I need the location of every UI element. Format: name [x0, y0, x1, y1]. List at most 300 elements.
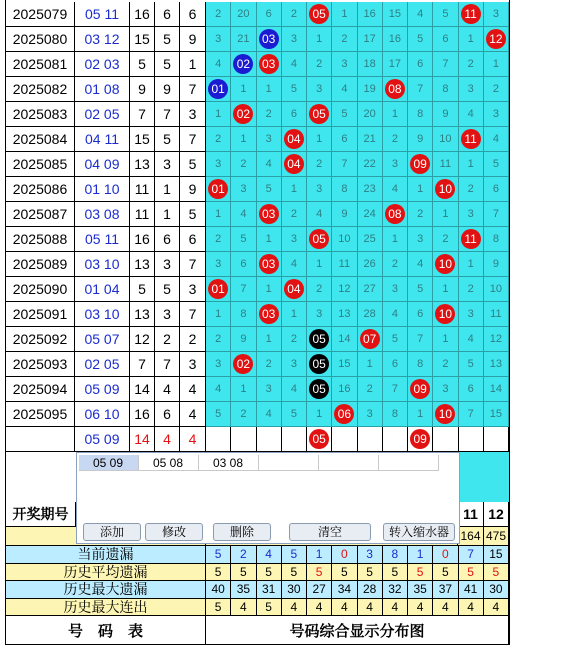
distribution-cell: 3: [206, 152, 231, 177]
sum-cell: 9: [130, 77, 155, 102]
period-cell: 2025082: [6, 77, 75, 102]
drawn-number-ball: 05: [309, 104, 329, 124]
distribution-cell: 3: [231, 177, 256, 202]
draw-numbers-cell: 01 04: [75, 277, 130, 302]
period-cell: 2025083: [6, 102, 75, 127]
tail-cell: 6: [155, 2, 180, 27]
distribution-cell: 17: [358, 27, 383, 52]
draw-numbers-cell: 01 08: [75, 77, 130, 102]
stat-value: 34: [332, 581, 357, 599]
favorite-entry[interactable]: [319, 455, 379, 471]
distribution-cell: 2: [231, 152, 256, 177]
predict-period-cell: [6, 427, 75, 452]
distribution-cell: [307, 327, 332, 352]
span-cell: 7: [180, 252, 206, 277]
predict-sum-cell: 14: [130, 427, 155, 452]
distribution-cell: 6: [257, 2, 282, 27]
tail-cell: 5: [155, 127, 180, 152]
predict-distribution-cell: [459, 427, 484, 452]
period-cell: 2025085: [6, 152, 75, 177]
predict-span-cell: 4: [180, 427, 206, 452]
stat-label: 历史最大连出: [6, 599, 206, 617]
distribution-cell: 2: [257, 352, 282, 377]
span-cell: 3: [180, 277, 206, 302]
distribution-cell: 5: [433, 2, 458, 27]
sum-cell: 16: [130, 2, 155, 27]
distribution-cell: 1: [307, 252, 332, 277]
distribution-cell: 3: [307, 77, 332, 102]
distribution-cell: 1: [257, 77, 282, 102]
distribution-cell: 5: [332, 102, 357, 127]
distribution-cell: 14: [332, 327, 357, 352]
distribution-cell: 15: [484, 402, 509, 427]
distribution-cell: 8: [433, 77, 458, 102]
stat-value: 4: [332, 599, 357, 617]
distribution-cell: [459, 127, 484, 152]
span-cell: 9: [180, 27, 206, 52]
distribution-cell: 5: [282, 402, 307, 427]
drawn-number-ball: 04: [284, 154, 304, 174]
distribution-cell: 9: [433, 102, 458, 127]
distribution-cell: 5: [408, 277, 433, 302]
span-cell: 7: [180, 127, 206, 152]
distribution-cell: 1: [433, 202, 458, 227]
distribution-cell: 4: [459, 327, 484, 352]
drawn-number-ball: 12: [486, 29, 506, 49]
footer-number-table: 号 码 表: [6, 616, 206, 645]
distribution-cell: [307, 377, 332, 402]
distribution-cell: [408, 152, 433, 177]
distribution-cell: [433, 177, 458, 202]
distribution-cell: 4: [383, 177, 408, 202]
favorite-entry[interactable]: [259, 455, 319, 471]
distribution-cell: 9: [231, 327, 256, 352]
drawn-number-ball: 03: [259, 304, 279, 324]
distribution-cell: 2: [257, 102, 282, 127]
stat-value: 4: [484, 599, 509, 617]
period-cell: 2025095: [6, 402, 75, 427]
distribution-cell: 17: [383, 52, 408, 77]
span-cell: 3: [180, 352, 206, 377]
distribution-cell: [459, 2, 484, 27]
tail-cell: 5: [155, 277, 180, 302]
stat-value: 30: [484, 581, 509, 599]
distribution-cell: 2: [484, 77, 509, 102]
predict-distribution-cell: [206, 427, 231, 452]
distribution-cell: 3: [484, 102, 509, 127]
distribution-cell: 6: [332, 127, 357, 152]
period-cell: 2025081: [6, 52, 75, 77]
footer-distribution: 号码综合显示分布图: [206, 616, 509, 645]
stat-value: 35: [408, 581, 433, 599]
distribution-cell: 3: [408, 227, 433, 252]
distribution-cell: 2: [383, 127, 408, 152]
draw-numbers-cell: 03 12: [75, 27, 130, 52]
tail-cell: 7: [155, 352, 180, 377]
distribution-cell: [206, 277, 231, 302]
distribution-cell: 11: [332, 252, 357, 277]
distribution-cell: 2: [459, 177, 484, 202]
distribution-cell: [332, 402, 357, 427]
span-cell: 6: [180, 2, 206, 27]
distribution-cell: 5: [206, 402, 231, 427]
distribution-cell: 1: [459, 252, 484, 277]
distribution-cell: 2: [332, 27, 357, 52]
distribution-cell: 16: [332, 377, 357, 402]
distribution-cell: 8: [408, 352, 433, 377]
stat-value: 4: [257, 546, 282, 564]
sum-cell: 5: [130, 52, 155, 77]
stat-value: 5: [383, 564, 408, 582]
distribution-cell: 4: [282, 377, 307, 402]
distribution-cell: 6: [408, 52, 433, 77]
distribution-cell: 2: [282, 327, 307, 352]
distribution-cell: 16: [358, 2, 383, 27]
distribution-cell: 2: [231, 402, 256, 427]
distribution-cell: 3: [383, 277, 408, 302]
delete-button[interactable]: 删除: [213, 523, 271, 541]
distribution-cell: 7: [231, 277, 256, 302]
distribution-cell: 15: [332, 352, 357, 377]
draw-numbers-cell: 03 08: [75, 202, 130, 227]
drawn-number-ball: 05: [309, 354, 329, 374]
favorite-entry[interactable]: 05 08: [139, 455, 199, 471]
distribution-cell: 18: [358, 52, 383, 77]
distribution-cell: 20: [231, 2, 256, 27]
distribution-cell: 22: [358, 152, 383, 177]
distribution-cell: 4: [408, 2, 433, 27]
distribution-cell: 15: [383, 2, 408, 27]
drawn-number-ball: 05: [309, 4, 329, 24]
distribution-cell: 3: [282, 227, 307, 252]
distribution-cell: [307, 2, 332, 27]
favorite-entry[interactable]: 05 09: [79, 455, 139, 471]
distribution-cell: 12: [484, 327, 509, 352]
distribution-cell: 7: [383, 377, 408, 402]
distribution-cell: 16: [383, 27, 408, 52]
drawn-number-ball: 10: [435, 254, 455, 274]
tail-cell: 5: [155, 52, 180, 77]
tail-cell: 6: [155, 227, 180, 252]
distribution-cell: 8: [332, 177, 357, 202]
drawn-number-ball: 03: [259, 204, 279, 224]
distribution-cell: 25: [358, 227, 383, 252]
span-cell: 5: [180, 202, 206, 227]
distribution-cell: [433, 252, 458, 277]
distribution-cell: 3: [332, 52, 357, 77]
sum-cell: 16: [130, 227, 155, 252]
draw-numbers-cell: 02 05: [75, 102, 130, 127]
drawn-number-ball: 05: [309, 379, 329, 399]
distribution-cell: 1: [408, 177, 433, 202]
distribution-cell: 3: [206, 252, 231, 277]
stat-value: 4: [408, 599, 433, 617]
distribution-cell: 1: [282, 177, 307, 202]
draw-numbers-cell: 03 10: [75, 302, 130, 327]
distribution-cell: 1: [231, 377, 256, 402]
distribution-cell: 20: [358, 102, 383, 127]
drawn-number-ball: 08: [385, 204, 405, 224]
distribution-cell: 4: [282, 52, 307, 77]
distribution-cell: 3: [282, 27, 307, 52]
distribution-cell: 5: [231, 227, 256, 252]
add-button[interactable]: 添加: [83, 523, 141, 541]
distribution-cell: 2: [459, 277, 484, 302]
distribution-cell: 3: [433, 377, 458, 402]
distribution-cell: [257, 52, 282, 77]
distribution-cell: [206, 177, 231, 202]
distribution-cell: 5: [257, 177, 282, 202]
predict-distribution-cell: [358, 427, 383, 452]
period-cell: 2025086: [6, 177, 75, 202]
distribution-cell: 1: [206, 102, 231, 127]
predict-distribution-cell: [383, 427, 408, 452]
distribution-cell: 3: [206, 27, 231, 52]
tail-cell: 1: [155, 202, 180, 227]
drawn-number-ball: 01: [208, 179, 228, 199]
tail-cell: 3: [155, 302, 180, 327]
stat-value: 5: [484, 564, 509, 582]
period-cell: 2025087: [6, 202, 75, 227]
distribution-cell: 27: [358, 277, 383, 302]
distribution-cell: 6: [459, 377, 484, 402]
stat-value: 27: [307, 581, 332, 599]
distribution-cell: 24: [358, 202, 383, 227]
distribution-cell: [484, 27, 509, 52]
stat-value: 5: [206, 599, 231, 617]
sum-cell: 15: [130, 27, 155, 52]
distribution-cell: 2: [358, 377, 383, 402]
distribution-cell: 4: [484, 127, 509, 152]
distribution-cell: [231, 102, 256, 127]
distribution-cell: [307, 352, 332, 377]
predict-distribution-cell: [433, 427, 458, 452]
distribution-cell: 21: [358, 127, 383, 152]
stat-value: 31: [257, 581, 282, 599]
distribution-cell: 2: [408, 202, 433, 227]
distribution-cell: [257, 302, 282, 327]
distribution-cell: 4: [206, 377, 231, 402]
period-cell: 2025088: [6, 227, 75, 252]
drawn-number-ball: 10: [435, 179, 455, 199]
sum-cell: 16: [130, 402, 155, 427]
stat-value: 0: [433, 546, 458, 564]
distribution-cell: [459, 227, 484, 252]
distribution-cell: 6: [231, 252, 256, 277]
stat-value: 5: [459, 564, 484, 582]
distribution-cell: [383, 77, 408, 102]
predict-tail-cell: 4: [155, 427, 180, 452]
distribution-cell: 1: [231, 77, 256, 102]
transfer-button[interactable]: 转入缩水器: [383, 523, 455, 541]
col-12-header: 12: [484, 502, 509, 527]
distribution-cell: 2: [282, 202, 307, 227]
stat-value: 5: [307, 564, 332, 582]
distribution-cell: 1: [257, 327, 282, 352]
span-cell: 6: [180, 227, 206, 252]
distribution-cell: 4: [383, 302, 408, 327]
favorites-list[interactable]: [79, 455, 457, 517]
favorites-dialog: [76, 452, 460, 544]
drawn-number-ball: 08: [385, 79, 405, 99]
stat-value: 5: [206, 564, 231, 582]
distribution-cell: 1: [383, 102, 408, 127]
distribution-cell: 2: [307, 152, 332, 177]
right-margin: [509, 0, 575, 645]
span-cell: 1: [180, 52, 206, 77]
stat-value: 5: [257, 564, 282, 582]
distribution-cell: 2: [282, 2, 307, 27]
distribution-cell: 3: [206, 352, 231, 377]
distribution-cell: [408, 377, 433, 402]
stat-value: 5: [332, 564, 357, 582]
draw-numbers-cell: 02 05: [75, 352, 130, 377]
drawn-number-ball: 02: [233, 104, 253, 124]
distribution-cell: 7: [484, 202, 509, 227]
distribution-cell: 5: [408, 27, 433, 52]
distribution-cell: 1: [257, 277, 282, 302]
distribution-cell: [282, 152, 307, 177]
distribution-cell: 7: [459, 402, 484, 427]
stat-value: 5: [433, 564, 458, 582]
period-cell: 2025089: [6, 252, 75, 277]
stat-value: 7: [459, 546, 484, 564]
tail-cell: 9: [155, 77, 180, 102]
distribution-cell: 13: [484, 352, 509, 377]
draw-numbers-cell: 06 10: [75, 402, 130, 427]
stat-value: 2: [231, 546, 256, 564]
distribution-cell: 2: [206, 227, 231, 252]
drawn-number-ball: 06: [334, 404, 354, 424]
drawn-number-ball: 03: [259, 254, 279, 274]
distribution-cell: 8: [408, 102, 433, 127]
distribution-cell: 11: [433, 152, 458, 177]
distribution-cell: 3: [307, 177, 332, 202]
stat-value: 30: [282, 581, 307, 599]
period-cell: 2025079: [6, 2, 75, 27]
distribution-cell: 2: [459, 52, 484, 77]
distribution-cell: 19: [358, 77, 383, 102]
distribution-cell: 2: [206, 327, 231, 352]
summary-col-12: 475: [484, 527, 509, 546]
stat-value: 37: [433, 581, 458, 599]
drawn-number-ball: 05: [309, 229, 329, 249]
stat-value: 4: [433, 599, 458, 617]
draw-numbers-cell: 01 10: [75, 177, 130, 202]
distribution-cell: 7: [332, 152, 357, 177]
drawn-number-ball: 07: [360, 329, 380, 349]
distribution-cell: [433, 402, 458, 427]
distribution-cell: [231, 52, 256, 77]
distribution-cell: 3: [459, 77, 484, 102]
distribution-cell: [282, 127, 307, 152]
distribution-cell: [206, 77, 231, 102]
sum-cell: 13: [130, 252, 155, 277]
distribution-cell: 6: [383, 352, 408, 377]
tail-cell: 4: [155, 377, 180, 402]
predict-distribution-cell: [231, 427, 256, 452]
draw-numbers-cell: 04 09: [75, 152, 130, 177]
span-cell: 4: [180, 377, 206, 402]
modify-button[interactable]: 修改: [145, 523, 203, 541]
drawn-number-ball: 03: [259, 29, 279, 49]
clear-button[interactable]: 清空: [289, 523, 371, 541]
draw-numbers-cell: 03 10: [75, 252, 130, 277]
draw-numbers-cell: 05 11: [75, 227, 130, 252]
distribution-cell: 8: [383, 402, 408, 427]
distribution-cell: [282, 277, 307, 302]
tail-cell: 5: [155, 27, 180, 52]
tail-cell: 7: [155, 102, 180, 127]
distribution-cell: 1: [307, 127, 332, 152]
distribution-cell: 3: [257, 127, 282, 152]
distribution-cell: 14: [484, 377, 509, 402]
distribution-cell: 1: [307, 402, 332, 427]
span-cell: 7: [180, 302, 206, 327]
stat-value: 0: [332, 546, 357, 564]
stat-value: 5: [206, 546, 231, 564]
summary-col-11: 164: [458, 527, 484, 546]
drawn-number-ball: 09: [410, 379, 430, 399]
period-cell: 2025080: [6, 27, 75, 52]
sum-cell: 13: [130, 302, 155, 327]
span-cell: 7: [180, 77, 206, 102]
drawn-number-ball: 02: [233, 54, 253, 74]
stat-value: 1: [408, 546, 433, 564]
stat-value: 35: [231, 581, 256, 599]
stat-value: 40: [206, 581, 231, 599]
distribution-cell: 3: [257, 377, 282, 402]
sum-cell: 7: [130, 102, 155, 127]
distribution-cell: 3: [484, 2, 509, 27]
stat-value: 5: [282, 546, 307, 564]
draw-numbers-cell: 05 11: [75, 2, 130, 27]
distribution-cell: [358, 327, 383, 352]
distribution-cell: 1: [433, 277, 458, 302]
drawn-number-ball: 11: [461, 229, 481, 249]
stat-value: 5: [257, 599, 282, 617]
sum-cell: 12: [130, 327, 155, 352]
distribution-cell: 12: [332, 277, 357, 302]
favorite-entry[interactable]: [379, 455, 439, 471]
distribution-cell: 4: [459, 102, 484, 127]
span-cell: 9: [180, 177, 206, 202]
predict-distribution-cell: [408, 427, 433, 452]
sum-cell: 11: [130, 202, 155, 227]
stat-value: 5: [282, 564, 307, 582]
stat-value: 41: [459, 581, 484, 599]
distribution-cell: 5: [459, 352, 484, 377]
tail-cell: 3: [155, 252, 180, 277]
distribution-cell: 10: [332, 227, 357, 252]
stat-value: 4: [383, 599, 408, 617]
drawn-number-ball: 10: [435, 404, 455, 424]
distribution-cell: 2: [307, 52, 332, 77]
stat-label: 当前遗漏: [6, 546, 206, 564]
col-11-header: 11: [458, 502, 484, 527]
distribution-cell: 2: [206, 127, 231, 152]
period-cell: 2025090: [6, 277, 75, 302]
stat-value: 4: [459, 599, 484, 617]
favorite-entry[interactable]: 03 08: [199, 455, 259, 471]
distribution-cell: 9: [484, 252, 509, 277]
tail-cell: 6: [155, 402, 180, 427]
draw-numbers-cell: 05 07: [75, 327, 130, 352]
sum-cell: 11: [130, 177, 155, 202]
distribution-cell: 1: [282, 302, 307, 327]
distribution-cell: 21: [231, 27, 256, 52]
drawn-number-ball: 11: [461, 4, 481, 24]
